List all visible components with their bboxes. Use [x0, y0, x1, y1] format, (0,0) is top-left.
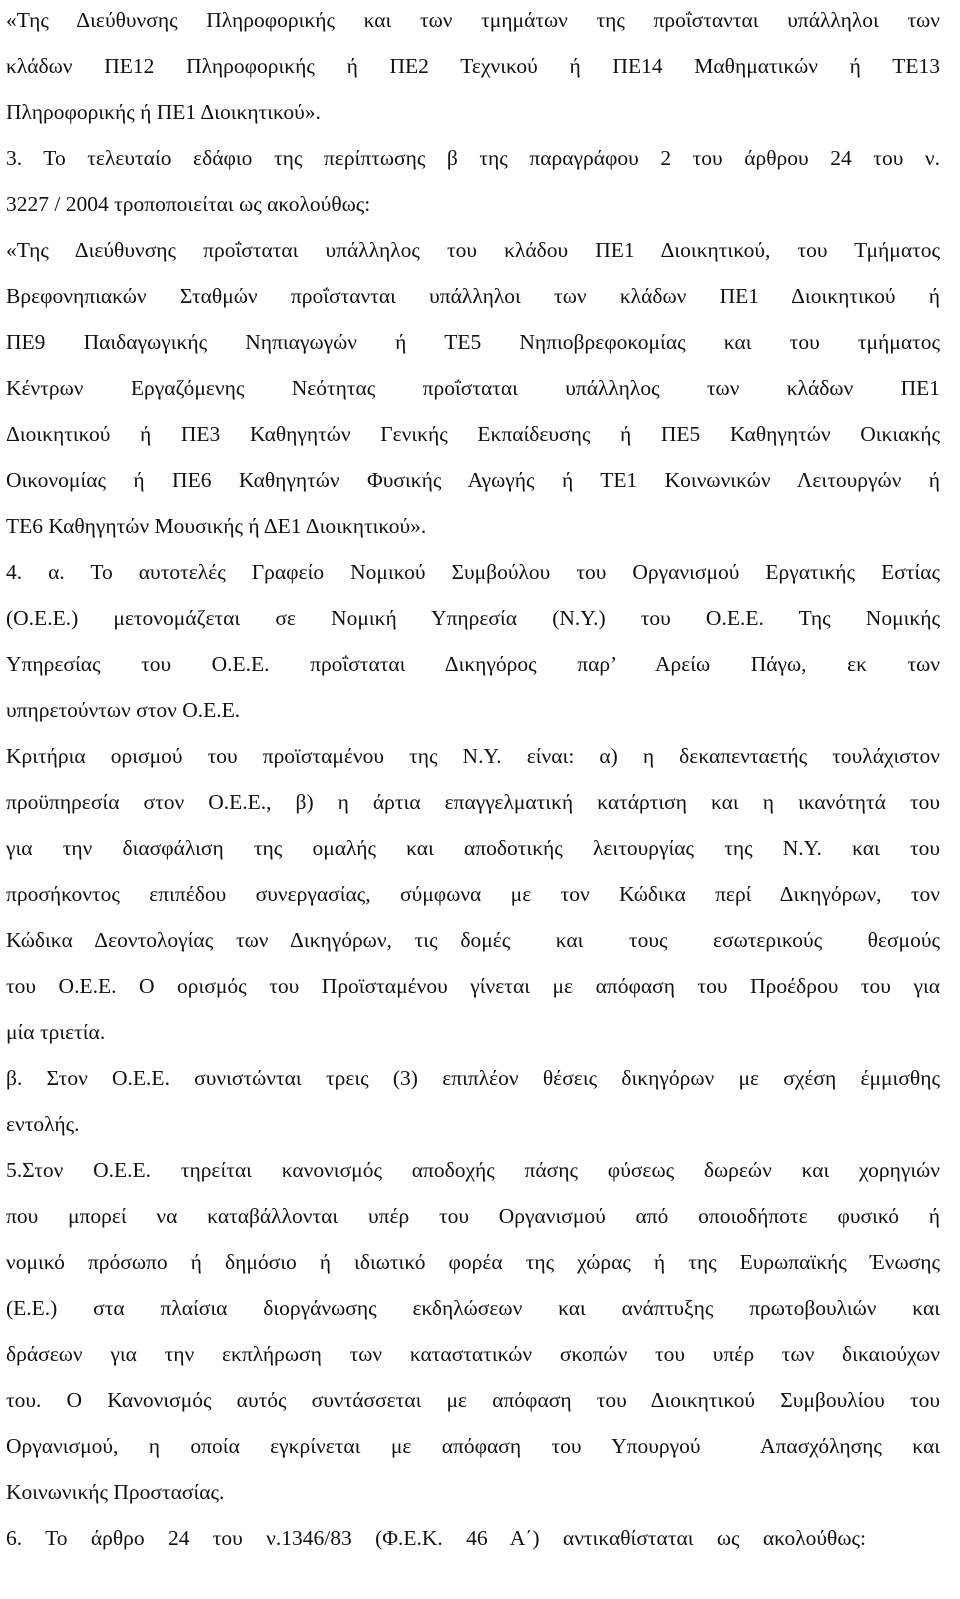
- text-line: του Ο.Ε.Ε. Ο ορισμός του Προϊσταμένου γίνεται με απόφαση του Προέδρου του για: [6, 974, 940, 998]
- text-line: (Ε.Ε.) στα πλαίσια διοργάνωσης εκδηλώσεων και ανάπτυξης πρωτοβουλιών και: [6, 1296, 940, 1320]
- text-line: 5.Στον Ο.Ε.Ε. τηρείται κανονισμός αποδοχής πάσης φύσεως δωρεών και χορηγιών: [6, 1158, 940, 1182]
- text-line: (Ο.Ε.Ε.) μετονομάζεται σε Νομική Υπηρεσία (Ν.Υ.) του Ο.Ε.Ε. Της Νομικής: [6, 606, 940, 630]
- text-line: «Της Διεύθυνσης Πληροφορικής και των τμημάτων της προΐστανται υπάλληλοι των: [6, 8, 940, 32]
- text-line: προσήκοντος επιπέδου συνεργασίας, σύμφωνα με τον Κώδικα περί Δικηγόρων, τον: [6, 882, 940, 906]
- text-line: 3227 / 2004 τροποποιείται ως ακολούθως:: [6, 192, 371, 216]
- text-line: υπηρετούντων στον Ο.Ε.Ε.: [6, 698, 241, 722]
- text-line: Οργανισμού, η οποία εγκρίνεται με απόφαση του Υπουργού Απασχόλησης και: [6, 1434, 940, 1458]
- text-line: που μπορεί να καταβάλλονται υπέρ του Οργανισμού από οποιοδήποτε φυσικό ή: [6, 1204, 940, 1228]
- text-line: Βρεφονηπιακών Σταθμών προΐστανται υπάλληλοι των κλάδων ΠΕ1 Διοικητικού ή: [6, 284, 940, 308]
- text-line: Κώδικα Δεοντολογίας των Δικηγόρων, τις δομές και τους εσωτερικούς θεσμούς: [6, 928, 940, 952]
- text-line: δράσεων για την εκπλήρωση των καταστατικών σκοπών του υπέρ των δικαιούχων: [6, 1342, 940, 1366]
- text-line: ΠΕ9 Παιδαγωγικής Νηπιαγωγών ή ΤΕ5 Νηπιοβρεφοκομίας και του τμήματος: [6, 330, 940, 354]
- text-line: Κοινωνικής Προστασίας.: [6, 1480, 225, 1504]
- text-line: για την διασφάλιση της ομαλής και αποδοτικής λειτουργίας της Ν.Υ. και του: [6, 836, 940, 860]
- text-line: «Της Διεύθυνσης προΐσταται υπάλληλος του κλάδου ΠΕ1 Διοικητικού, του Τμήματος: [6, 238, 940, 262]
- text-line: του. Ο Κανονισμός αυτός συντάσσεται με απόφαση του Διοικητικού Συμβουλίου του: [6, 1388, 940, 1412]
- text-line: Οικονομίας ή ΠΕ6 Καθηγητών Φυσικής Αγωγής ή ΤΕ1 Κοινωνικών Λειτουργών ή: [6, 468, 940, 492]
- text-line: προϋπηρεσία στον Ο.Ε.Ε., β) η άρτια επαγγελματική κατάρτιση και η ικανότητά του: [6, 790, 940, 814]
- text-line: Κέντρων Εργαζόμενης Νεότητας προΐσταται υπάλληλος των κλάδων ΠΕ1: [6, 376, 940, 400]
- text-line: 6. Το άρθρο 24 του ν.1346/83 (Φ.Ε.Κ. 46 Α΄) αντικαθίσταται ως ακολούθως:: [6, 1526, 866, 1550]
- text-line: β. Στον Ο.Ε.Ε. συνιστώνται τρεις (3) επιπλέον θέσεις δικηγόρων με σχέση έμμισθης: [6, 1066, 940, 1090]
- text-line: νομικό πρόσωπο ή δημόσιο ή ιδιωτικό φορέα της χώρας ή της Ευρωπαϊκής Ένωσης: [6, 1250, 940, 1274]
- text-line: ΤΕ6 Καθηγητών Μουσικής ή ΔΕ1 Διοικητικού».: [6, 514, 427, 538]
- text-line: Διοικητικού ή ΠΕ3 Καθηγητών Γενικής Εκπαίδευσης ή ΠΕ5 Καθηγητών Οικιακής: [6, 422, 940, 446]
- text-line: μία τριετία.: [6, 1020, 106, 1044]
- text-line: Κριτήρια ορισμού του προϊσταμένου της Ν.Υ. είναι: α) η δεκαπενταετής τουλάχιστον: [6, 744, 940, 768]
- text-line: Πληροφορικής ή ΠΕ1 Διοικητικού».: [6, 100, 321, 124]
- text-line: κλάδων ΠΕ12 Πληροφορικής ή ΠΕ2 Τεχνικού ή ΠΕ14 Μαθηματικών ή ΤΕ13: [6, 54, 940, 78]
- text-line: εντολής.: [6, 1112, 80, 1136]
- text-line: Υπηρεσίας του Ο.Ε.Ε. προΐσταται Δικηγόρος παρ’ Αρείω Πάγω, εκ των: [6, 652, 940, 676]
- text-line: 4. α. Το αυτοτελές Γραφείο Νομικού Συμβούλου του Οργανισμού Εργατικής Εστίας: [6, 560, 940, 584]
- text-line: 3. Το τελευταίο εδάφιο της περίπτωσης β της παραγράφου 2 του άρθρου 24 του ν.: [6, 146, 940, 170]
